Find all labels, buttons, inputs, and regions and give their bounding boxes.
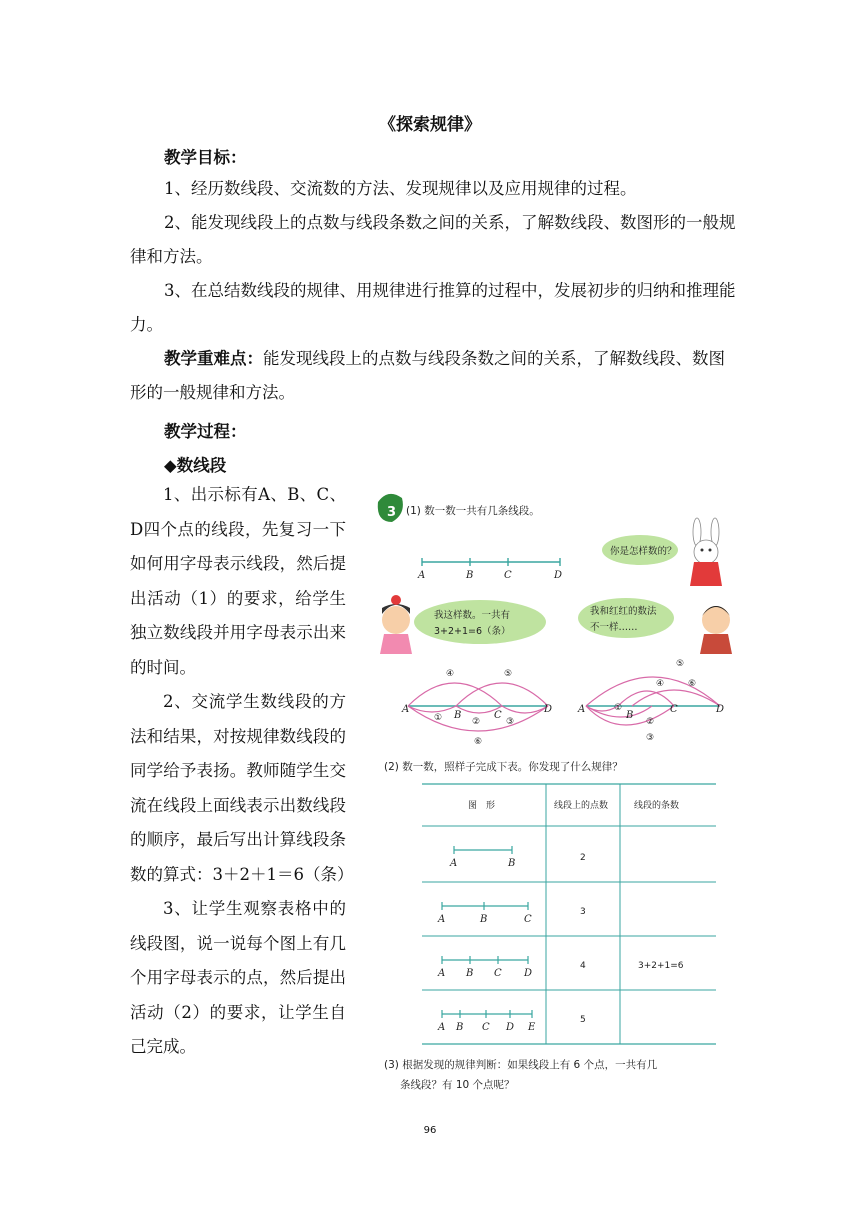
steps-column bbox=[130, 478, 354, 1065]
table-row-4-points: 5 bbox=[580, 1015, 586, 1025]
girl-icon bbox=[380, 595, 412, 654]
key-points-label: 教学重难点： bbox=[164, 349, 263, 368]
svg-text:①: ① bbox=[434, 713, 443, 723]
table-row-1-points: 2 bbox=[580, 853, 586, 863]
table-row-4-b: B bbox=[456, 1022, 464, 1033]
question-3-line2: 条线段？有 10 个点呢？ bbox=[400, 1079, 515, 1091]
arc-labels-left bbox=[401, 669, 552, 747]
table-row-4-d: D bbox=[506, 1022, 515, 1033]
table-row-2-a: A bbox=[438, 914, 446, 925]
segment-abcd bbox=[417, 558, 562, 581]
process-heading: 教学过程： bbox=[164, 422, 247, 441]
point-c: C bbox=[504, 570, 512, 581]
table-header-count: 线段的条数 bbox=[634, 801, 680, 811]
key-points bbox=[130, 342, 740, 410]
step-1: 1、出示标有A、B、C、D四个点的线段，先复习一下如何用字母表示线段，然后提出活动（1）的要求，给学生独立数线段并用字母表示出来的时间。 bbox=[130, 485, 346, 677]
leaf-badge-icon bbox=[378, 494, 403, 522]
svg-text:③: ③ bbox=[646, 733, 655, 743]
svg-text:②: ② bbox=[472, 717, 481, 727]
table-row-2-points: 3 bbox=[580, 907, 586, 917]
arc-labels-right bbox=[577, 659, 724, 743]
svg-text:④: ④ bbox=[656, 679, 665, 689]
table-row-2-b: B bbox=[480, 914, 488, 925]
table-row-4-a: A bbox=[438, 1022, 446, 1033]
svg-text:A: A bbox=[402, 704, 410, 715]
svg-text:③: ③ bbox=[506, 717, 515, 727]
figure-svg bbox=[372, 488, 744, 1108]
svg-text:①: ① bbox=[614, 703, 623, 713]
table-row-3-d: D bbox=[524, 968, 533, 979]
svg-text:C: C bbox=[494, 710, 502, 721]
question-3-line1: (3) 根据发现的规律判断：如果线段上有 6 个点，一共有几 bbox=[384, 1059, 658, 1071]
boy-bubble-line1: 我和红红的数法 bbox=[590, 606, 657, 617]
girl-bubble-line2: 3+2+1=6（条） bbox=[434, 626, 511, 637]
table-row-3-a: A bbox=[438, 968, 446, 979]
page-title: 《探索规律》 bbox=[379, 115, 481, 135]
page-number: 96 bbox=[423, 1125, 437, 1136]
table-header-figure: 图 形 bbox=[468, 801, 496, 811]
svg-text:C: C bbox=[670, 704, 678, 715]
svg-text:B: B bbox=[454, 710, 462, 721]
svg-text:⑤: ⑤ bbox=[504, 669, 513, 679]
table-row-1-a: A bbox=[450, 858, 458, 869]
girl-bubble-line1: 我这样数。一共有 bbox=[434, 610, 511, 621]
table-row-3-c: C bbox=[494, 968, 502, 979]
svg-text:A: A bbox=[578, 704, 586, 715]
key-points-text: 能发现线段上的点数与线段条数之间的关系，了解数线段、数图形的一般规律和方法。 bbox=[130, 349, 725, 402]
objective-2: 2、能发现线段上的点数与线段条数之间的关系，了解数线段、数图形的一般规律和方法。 bbox=[130, 213, 736, 266]
svg-text:②: ② bbox=[646, 717, 655, 727]
boy-bubble bbox=[578, 598, 674, 638]
objectives-heading: 教学目标： bbox=[164, 148, 247, 167]
section-heading: ◆数线段 bbox=[164, 456, 227, 475]
table-row-3-points: 4 bbox=[580, 961, 586, 971]
textbook-figure bbox=[372, 488, 744, 1108]
point-a: A bbox=[418, 570, 426, 581]
badge-number: 3 bbox=[387, 505, 397, 520]
rabbit-bubble bbox=[602, 535, 678, 565]
table-row-4-e: E bbox=[528, 1022, 536, 1033]
objective-3: 3、在总结数线段的规律、用规律进行推算的过程中，发展初步的归纳和推理能力。 bbox=[130, 281, 736, 334]
rule-table bbox=[422, 784, 716, 1044]
svg-text:⑥: ⑥ bbox=[688, 679, 697, 689]
table-header-points: 线段上的点数 bbox=[554, 801, 609, 811]
question-2: (2) 数一数，照样子完成下表。你发现了什么规律？ bbox=[384, 761, 623, 773]
table-row-2-c: C bbox=[524, 914, 532, 925]
table-row-4-c: C bbox=[482, 1022, 490, 1033]
point-d: D bbox=[554, 570, 563, 581]
step-2: 2、交流学生数线段的方法和结果，对按规律数线段的同学给予表扬。教师随学生交流在线段上面线表示出数线段的顺序，最后写出计算线段条数的算式：3＋2＋1＝6（条） bbox=[130, 692, 354, 884]
step-3: 3、让学生观察表格中的线段图，说一说每个图上有几个用字母表示的点，然后提出活动（2）的要求，让学生自己完成。 bbox=[130, 899, 346, 1056]
svg-text:B: B bbox=[626, 710, 634, 721]
objective-1: 1、经历数线段、交流数的方法、发现规律以及应用规律的过程。 bbox=[164, 179, 637, 198]
boy-bubble-line2: 不一样…… bbox=[590, 622, 638, 633]
table-row-3-b: B bbox=[466, 968, 474, 979]
table-row-3-count: 3+2+1=6 bbox=[638, 961, 684, 971]
svg-text:D: D bbox=[544, 704, 553, 715]
point-b: B bbox=[466, 570, 474, 581]
question-1: (1) 数一数一共有几条线段。 bbox=[406, 505, 540, 517]
svg-text:④: ④ bbox=[446, 669, 455, 679]
svg-text:⑤: ⑤ bbox=[676, 659, 685, 669]
rabbit-icon bbox=[690, 518, 722, 586]
svg-text:⑥: ⑥ bbox=[474, 737, 483, 747]
boy-icon bbox=[700, 606, 732, 654]
svg-text:D: D bbox=[716, 704, 725, 715]
girl-bubble bbox=[414, 600, 546, 644]
table-row-1-b: B bbox=[508, 858, 516, 869]
rabbit-bubble-text: 你是怎样数的？ bbox=[610, 546, 677, 557]
